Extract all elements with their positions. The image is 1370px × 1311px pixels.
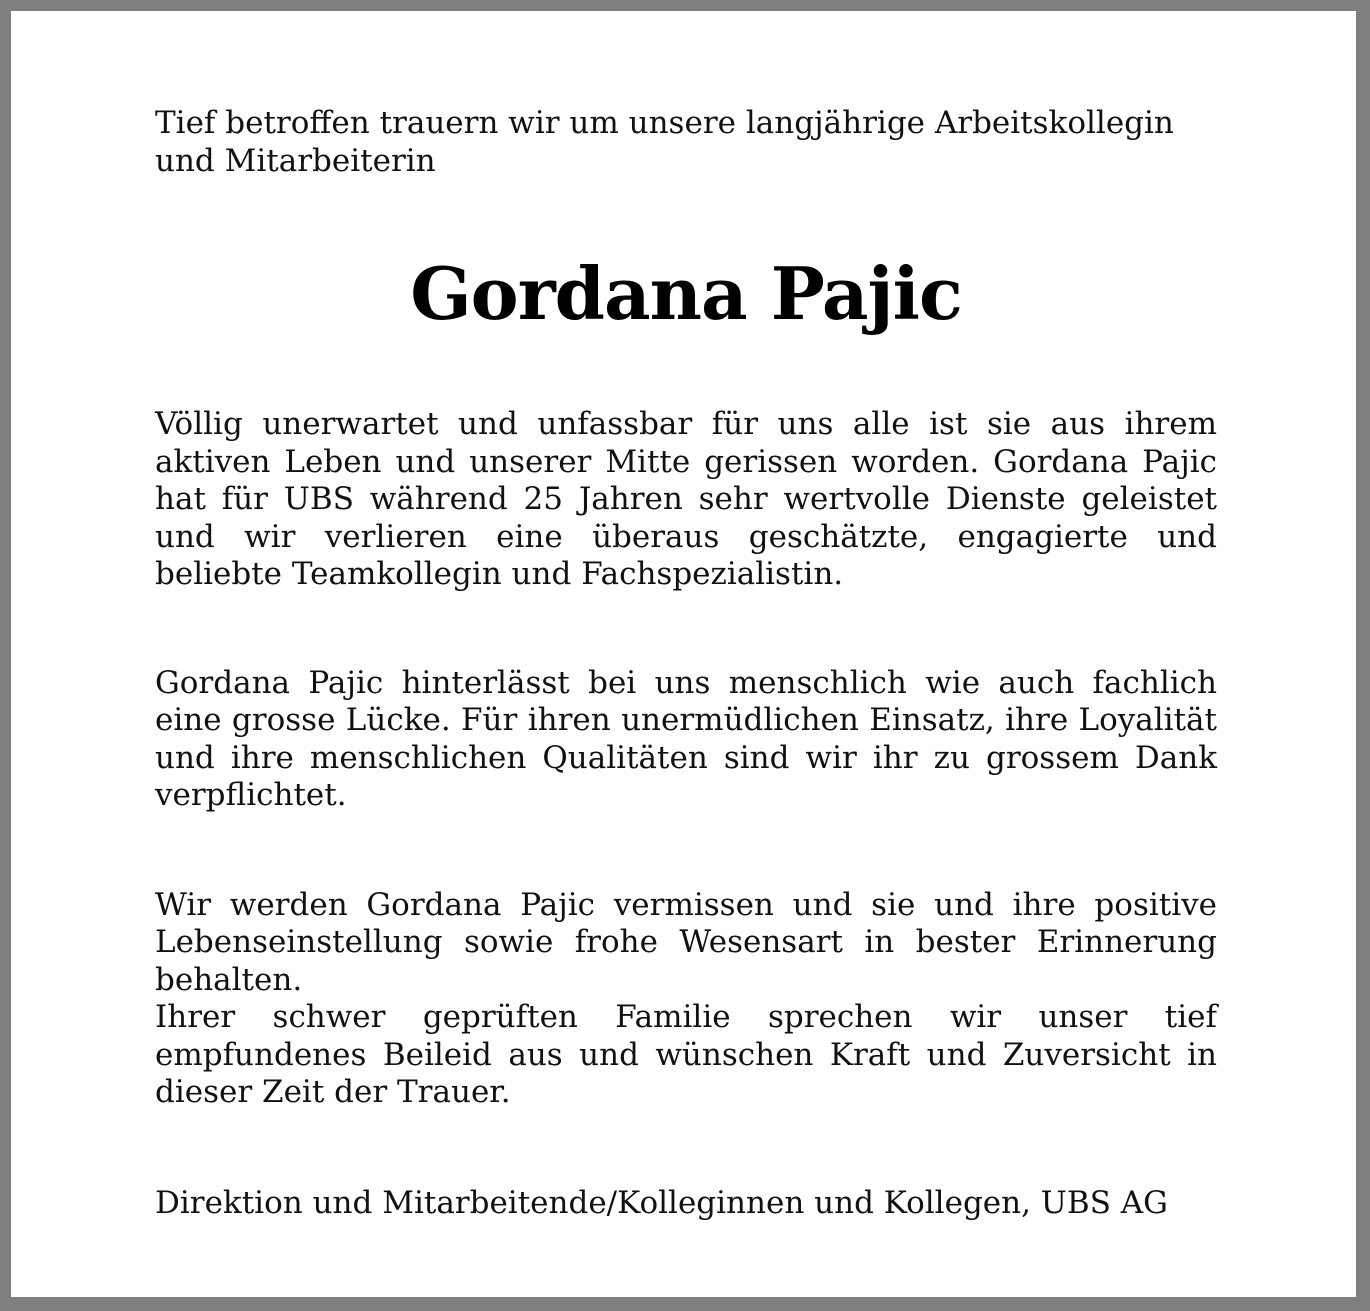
signature: Direktion und Mitarbeitende/Kolleginnen und Kollegen, UBS AG bbox=[155, 1184, 1168, 1221]
obituary-page bbox=[11, 11, 1356, 1297]
obituary-content bbox=[155, 105, 1217, 1222]
deceased-name: Gordana Pajic bbox=[410, 251, 962, 336]
paragraph-3: Wir werden Gordana Pajic vermissen und sie und ihre positive Lebenseinstellung sowie frohe Wesensart in bester Erinnerung behalten. bbox=[155, 886, 1217, 998]
intro-text: Tief betroffen trauern wir um unsere langjährige Arbeitskollegin und Mitarbeiterin bbox=[155, 105, 1174, 179]
paragraph-4: Ihrer schwer geprüften Familie sprechen wir unser tief empfundenes Beileid aus und wünschen Kraft und Zuversicht in dieser Zeit der Trauer. bbox=[155, 999, 1217, 1110]
paragraph-2: Gordana Pajic hinterlässt bei uns menschlich wie auch fachlich eine grosse Lücke. Für ihren unermüdlichen Einsatz, ihre Loyalität und ihre menschlichen Qualitäten sind wir ihr zu grossem Dank verpflichtet. bbox=[155, 664, 1217, 813]
paragraph-1: Völlig unerwartet und unfassbar für uns alle ist sie aus ihrem aktiven Leben und unserer Mitte gerissen worden. Gordana Pajic hat für UBS während 25 Jahren sehr wertvolle Dienste geleistet und wir verlieren eine überaus geschätzte, engagierte und beliebte Teamkollegin und Fachspezialistin. bbox=[155, 406, 1217, 592]
